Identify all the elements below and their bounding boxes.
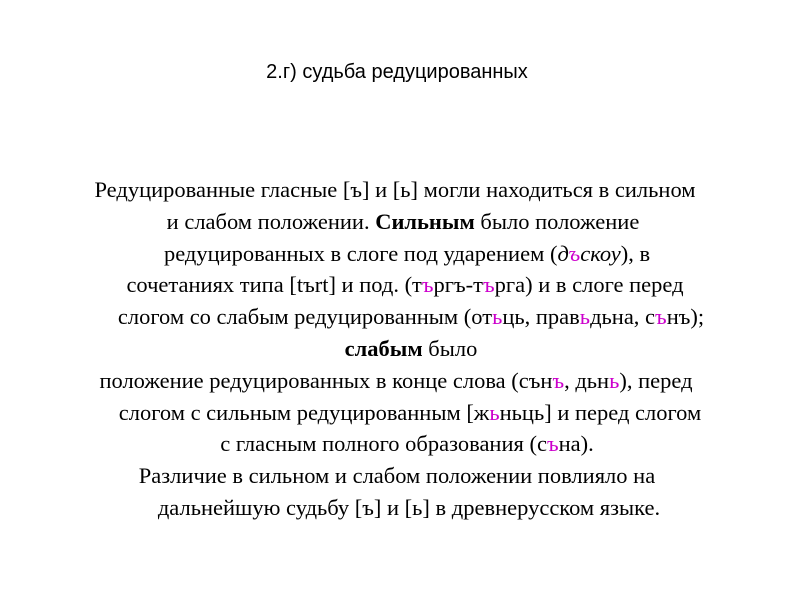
line-text: дьна, с bbox=[590, 304, 656, 330]
line-text: и слабом положении. bbox=[166, 208, 376, 234]
strong-term: Сильным bbox=[375, 208, 475, 234]
body-line-5 bbox=[14, 301, 794, 333]
line-text: ньць] и перед слогом bbox=[499, 399, 702, 425]
example-word bbox=[557, 241, 620, 266]
line-text: было bbox=[422, 336, 478, 361]
line-text: ць, прав bbox=[502, 304, 580, 330]
example-part: скоу bbox=[580, 240, 621, 266]
line-text: положение редуцированных в конце слова (сън bbox=[99, 367, 553, 393]
body-line-8 bbox=[13, 397, 794, 429]
highlighted-vowel: ь bbox=[489, 399, 500, 425]
body-line-3 bbox=[10, 238, 794, 270]
line-text: рга) и в слоге перед bbox=[494, 272, 684, 298]
body-line-10 bbox=[0, 460, 794, 492]
body-line-4 bbox=[8, 269, 794, 301]
highlighted-vowel: ъ bbox=[421, 272, 434, 298]
weak-term: слабым bbox=[344, 336, 423, 361]
highlighted-vowel: ь bbox=[579, 304, 591, 330]
highlighted-vowel: ъ bbox=[552, 367, 565, 393]
line-text: , дьн bbox=[564, 367, 610, 393]
highlighted-vowel: ъ bbox=[483, 272, 495, 298]
line-text: слогом со слабым редуцированным (от bbox=[117, 304, 493, 330]
body-line-6 bbox=[14, 333, 794, 365]
line-text: ), перед bbox=[619, 367, 693, 393]
line-text: редуцированных в слоге под ударением ( bbox=[163, 240, 558, 266]
slide-title: 2.г) судьба редуцированных bbox=[266, 61, 528, 83]
example-part: д bbox=[557, 240, 569, 266]
line-text: слогом с сильным редуцированным [ж bbox=[118, 399, 490, 425]
highlighted-vowel: ь bbox=[609, 367, 620, 393]
line-text: с гласным полного образования (с bbox=[220, 431, 547, 457]
line-text: дальнейшую судьбу [ъ] и [ь] в древнерусском языке. bbox=[157, 495, 661, 520]
highlighted-vowel: ъ bbox=[568, 240, 581, 266]
line-text: сочетаниях типа [tъrt] и под. (т bbox=[126, 272, 422, 298]
body-line-9 bbox=[10, 428, 794, 460]
line-text: ргъ-т bbox=[433, 272, 483, 298]
line-text: на). bbox=[558, 431, 594, 457]
line-text: ) bbox=[620, 240, 629, 266]
body-line-2 bbox=[6, 206, 794, 238]
line-text: было положение bbox=[474, 208, 640, 234]
line-text: Редуцированные гласные [ъ] и [ь] могли находиться в сильном bbox=[94, 177, 696, 202]
line-text: нъ); bbox=[666, 304, 705, 330]
body-line-11 bbox=[12, 492, 794, 524]
body-line-1 bbox=[0, 174, 792, 206]
line-text: , в bbox=[628, 240, 651, 266]
line-text: Различие в сильном и слабом положении повлияло на bbox=[138, 463, 656, 489]
body-line-7 bbox=[0, 365, 793, 397]
highlighted-vowel: ъ bbox=[655, 304, 667, 330]
highlighted-vowel: ь bbox=[492, 304, 503, 330]
highlighted-vowel: ъ bbox=[546, 431, 559, 457]
